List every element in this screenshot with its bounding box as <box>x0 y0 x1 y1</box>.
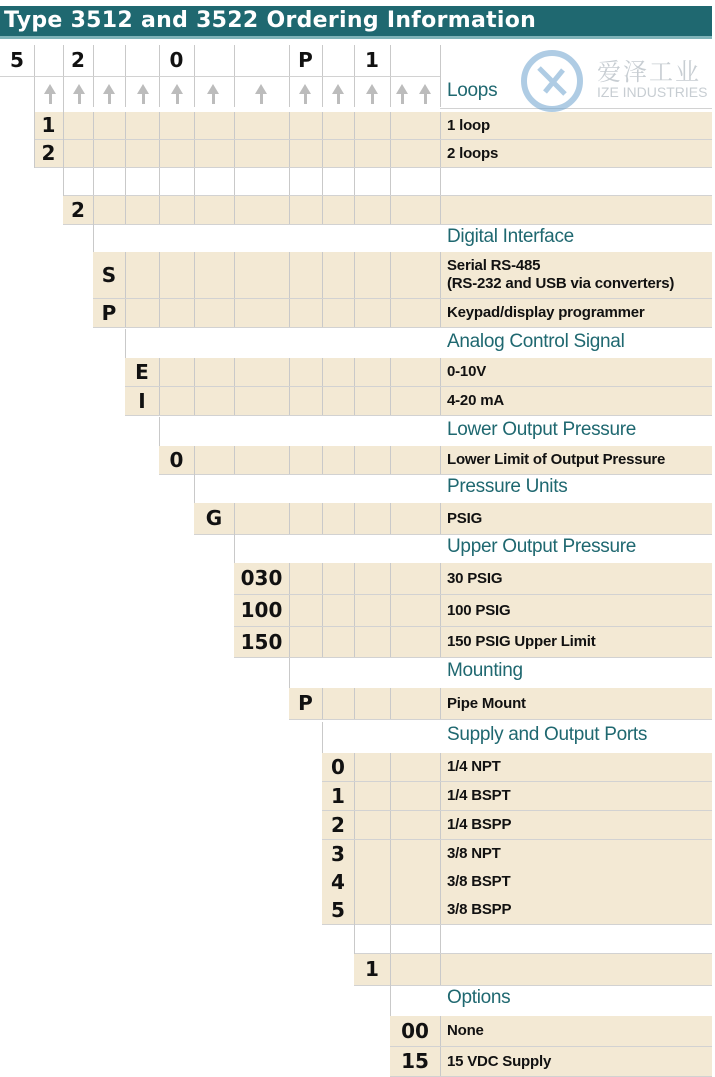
option-description: Pipe Mount <box>447 695 526 712</box>
option-description: 4-20 mA <box>447 392 504 409</box>
option-row <box>390 1047 712 1076</box>
option-description: Serial RS-485 (RS-232 and USB via converters) <box>447 257 675 292</box>
option-row <box>234 595 712 626</box>
up-arrow-icon <box>137 84 151 106</box>
option-description: 3/8 BSPP <box>447 901 512 918</box>
option-row <box>234 627 712 657</box>
section-heading: Analog Control Signal <box>447 331 625 352</box>
option-description-line2: (RS-232 and USB via converters) <box>447 275 675 292</box>
watermark-logo <box>519 46 709 116</box>
option-description: 100 PSIG <box>447 602 511 619</box>
up-arrow-icon <box>103 84 117 106</box>
option-code: 5 <box>331 898 345 922</box>
option-row <box>322 782 712 810</box>
section-heading: Pressure Units <box>447 476 568 497</box>
option-description: Lower Limit of Output Pressure <box>447 451 666 468</box>
option-row <box>322 811 712 839</box>
option-code: E <box>135 360 149 384</box>
option-code: 4 <box>331 870 345 894</box>
option-row <box>93 252 712 298</box>
option-description: 150 PSIG Upper Limit <box>447 633 596 650</box>
option-description: 30 PSIG <box>447 570 503 587</box>
option-code: 2 <box>71 198 85 222</box>
spacer-row <box>63 168 712 195</box>
option-row <box>34 112 712 139</box>
option-code: 0 <box>331 755 345 779</box>
option-code: 1 <box>41 113 56 137</box>
model-code-digit: 0 <box>169 48 184 72</box>
model-code-digit: 5 <box>10 48 24 72</box>
option-description: 1 loop <box>447 117 490 134</box>
option-row <box>194 503 712 534</box>
section-heading: Options <box>447 987 511 1008</box>
option-description: 15 VDC Supply <box>447 1053 552 1070</box>
ize-logo-icon <box>519 46 589 116</box>
option-code: I <box>138 389 146 413</box>
model-code-digit: 1 <box>365 48 379 72</box>
section-heading: Supply and Output Ports <box>447 724 648 745</box>
model-code-digit: P <box>298 48 313 72</box>
model-code-digit: 2 <box>71 48 85 72</box>
up-arrow-icon <box>207 84 221 106</box>
up-arrow-icon <box>332 84 346 106</box>
option-description: Keypad/display programmer <box>447 304 645 321</box>
option-code: 00 <box>401 1019 429 1043</box>
section-heading: Lower Output Pressure <box>447 419 637 440</box>
up-arrow-icon <box>396 84 410 106</box>
up-arrow-icon <box>171 84 185 106</box>
option-code: 0 <box>169 448 184 472</box>
option-description: 3/8 BSPT <box>447 873 511 890</box>
option-code: 3 <box>331 842 345 866</box>
section-heading: Upper Output Pressure <box>447 536 637 557</box>
spacer-row <box>354 925 712 953</box>
option-row <box>322 753 712 781</box>
model-code-row <box>0 45 440 75</box>
option-description: 1/4 BSPT <box>447 787 511 804</box>
option-code: S <box>101 263 117 287</box>
up-arrow-icon <box>255 84 269 106</box>
option-row <box>159 446 712 474</box>
up-arrow-icon <box>419 84 433 106</box>
option-row <box>322 840 712 868</box>
watermark-en: IZE INDUSTRIES <box>597 84 708 100</box>
watermark-cn: 爱泽工业 <box>597 58 701 86</box>
option-row <box>390 1016 712 1046</box>
up-arrow-icon <box>44 84 58 106</box>
option-row <box>234 563 712 594</box>
option-row <box>354 954 712 985</box>
option-description: 2 loops <box>447 145 499 162</box>
option-row <box>34 140 712 167</box>
option-code: 15 <box>401 1049 429 1073</box>
section-heading: Mounting <box>447 660 523 681</box>
section-heading: Digital Interface <box>447 226 574 247</box>
option-code: 1 <box>331 784 345 808</box>
page-title: Type 3512 and 3522 Ordering Information <box>0 6 712 36</box>
up-arrow-icon <box>366 84 380 106</box>
option-row <box>289 688 712 719</box>
section-heading: Loops <box>447 80 498 101</box>
option-row <box>63 196 712 224</box>
option-row <box>322 896 712 924</box>
option-code: G <box>205 506 223 530</box>
option-code: P <box>101 301 117 325</box>
option-description: 0-10V <box>447 363 487 380</box>
option-row <box>125 387 712 415</box>
option-code: 030 <box>240 566 283 590</box>
option-row <box>93 299 712 327</box>
option-code: P <box>298 691 313 715</box>
option-row <box>125 358 712 386</box>
option-description: 1/4 BSPP <box>447 816 512 833</box>
up-arrow-icon <box>299 84 313 106</box>
option-code: 100 <box>240 598 283 622</box>
option-description: 1/4 NPT <box>447 758 501 775</box>
option-description: None <box>447 1022 484 1039</box>
option-code: 2 <box>41 141 56 165</box>
option-code: 1 <box>365 957 379 981</box>
option-description: PSIG <box>447 510 483 527</box>
option-code: 2 <box>331 813 345 837</box>
option-code: 150 <box>240 630 283 654</box>
option-row <box>322 868 712 896</box>
up-arrow-icon <box>73 84 87 106</box>
option-description: 3/8 NPT <box>447 845 501 862</box>
